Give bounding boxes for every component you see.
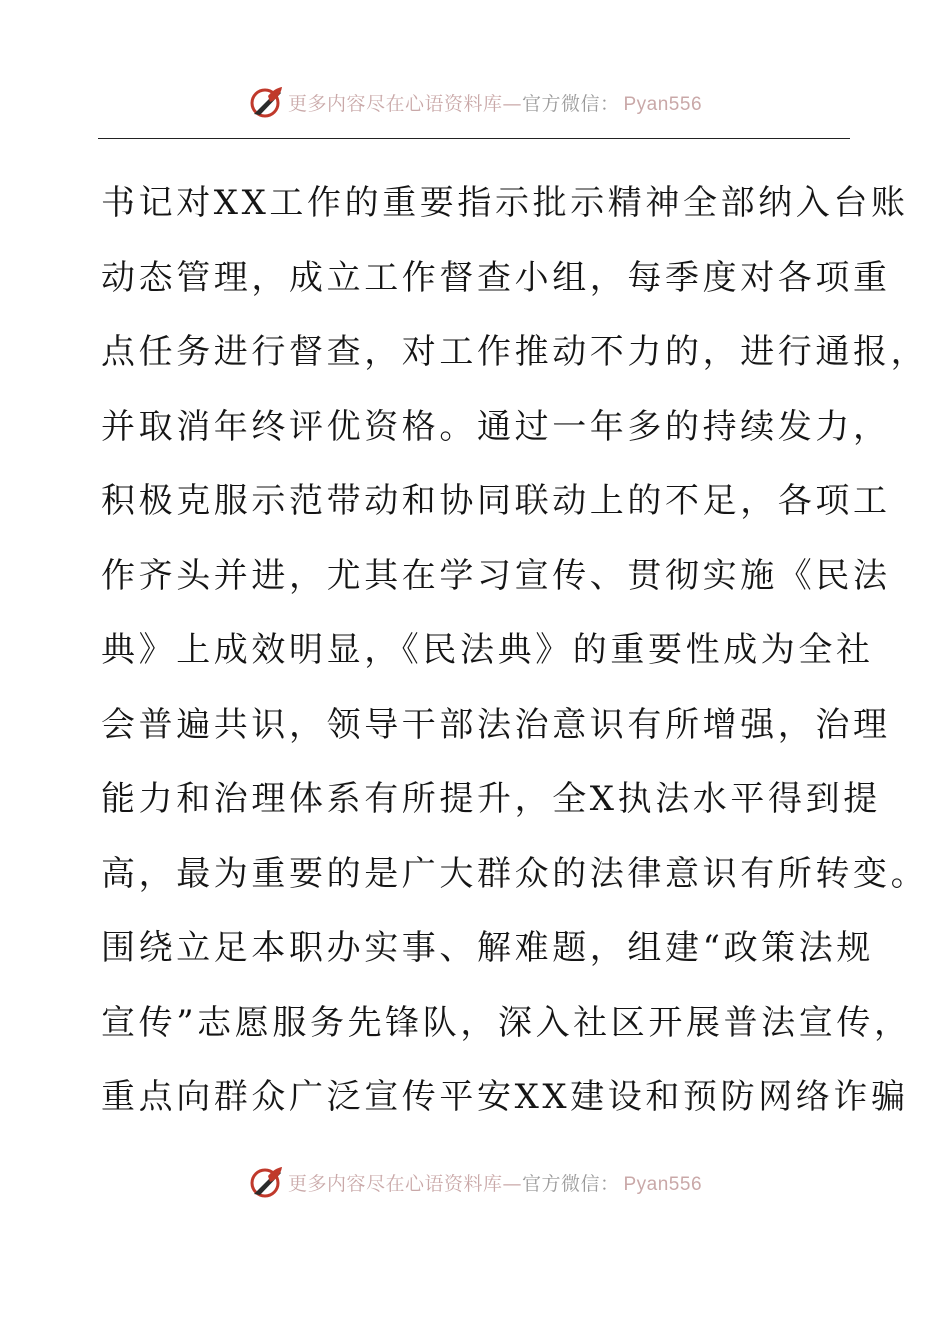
header-banner	[0, 82, 950, 122]
header-wechat-label: 官方微信：	[521, 92, 620, 115]
body-line: 能力和治理体系有所提升，全X执法水平得到提	[101, 779, 881, 819]
body-line: 动态管理，成立工作督查小组，每季度对各项重	[101, 257, 891, 298]
header-dash: —	[502, 92, 522, 115]
header-banner-text	[288, 89, 702, 116]
body-line: 作齐头并进，尤其在学习宣传、贯彻实施《民法	[101, 555, 891, 596]
body-line: 宣传”志愿服务先锋队，深入社区开展普法宣传，	[101, 1002, 912, 1043]
body-line: 点任务进行督查，对工作推动不力的，进行通报，	[101, 332, 929, 372]
footer-site-text: 更多内容尽在心语资料库	[287, 1172, 503, 1195]
footer-dash: —	[502, 1172, 522, 1195]
body-line: 重点向群众广泛宣传平安XX建设和预防网络诈骗	[101, 1077, 909, 1117]
body-paragraph	[101, 166, 929, 1135]
body-line: 会普遍共识，领导干部法治意识有所增强，治理	[101, 704, 891, 745]
footer-wechat-id: Pyan556	[623, 1173, 703, 1195]
body-line: 围绕立足本职办实事、解难题，组建“政策法规	[101, 928, 874, 968]
header-divider	[98, 138, 850, 139]
body-line: 高，最为重要的是广大群众的法律意识有所转变。	[101, 853, 929, 894]
footer-wechat-label: 官方微信：	[521, 1172, 620, 1195]
body-line: 并取消年终评优资格。通过一年多的持续发力，	[101, 406, 891, 447]
quill-logo-icon	[248, 1164, 284, 1200]
body-line: 书记对XX工作的重要指示批示精神全部纳入台账	[101, 183, 909, 223]
header-site-text: 更多内容尽在心语资料库	[287, 92, 503, 115]
quill-logo-icon	[248, 84, 284, 120]
header-wechat-id: Pyan556	[623, 93, 703, 115]
footer-banner-text	[288, 1169, 702, 1196]
body-line: 积极克服示范带动和协同联动上的不足，各项工	[101, 481, 891, 521]
body-line: 典》上成效明显，《民法典》的重要性成为全社	[101, 630, 874, 670]
footer-banner	[0, 1162, 950, 1202]
